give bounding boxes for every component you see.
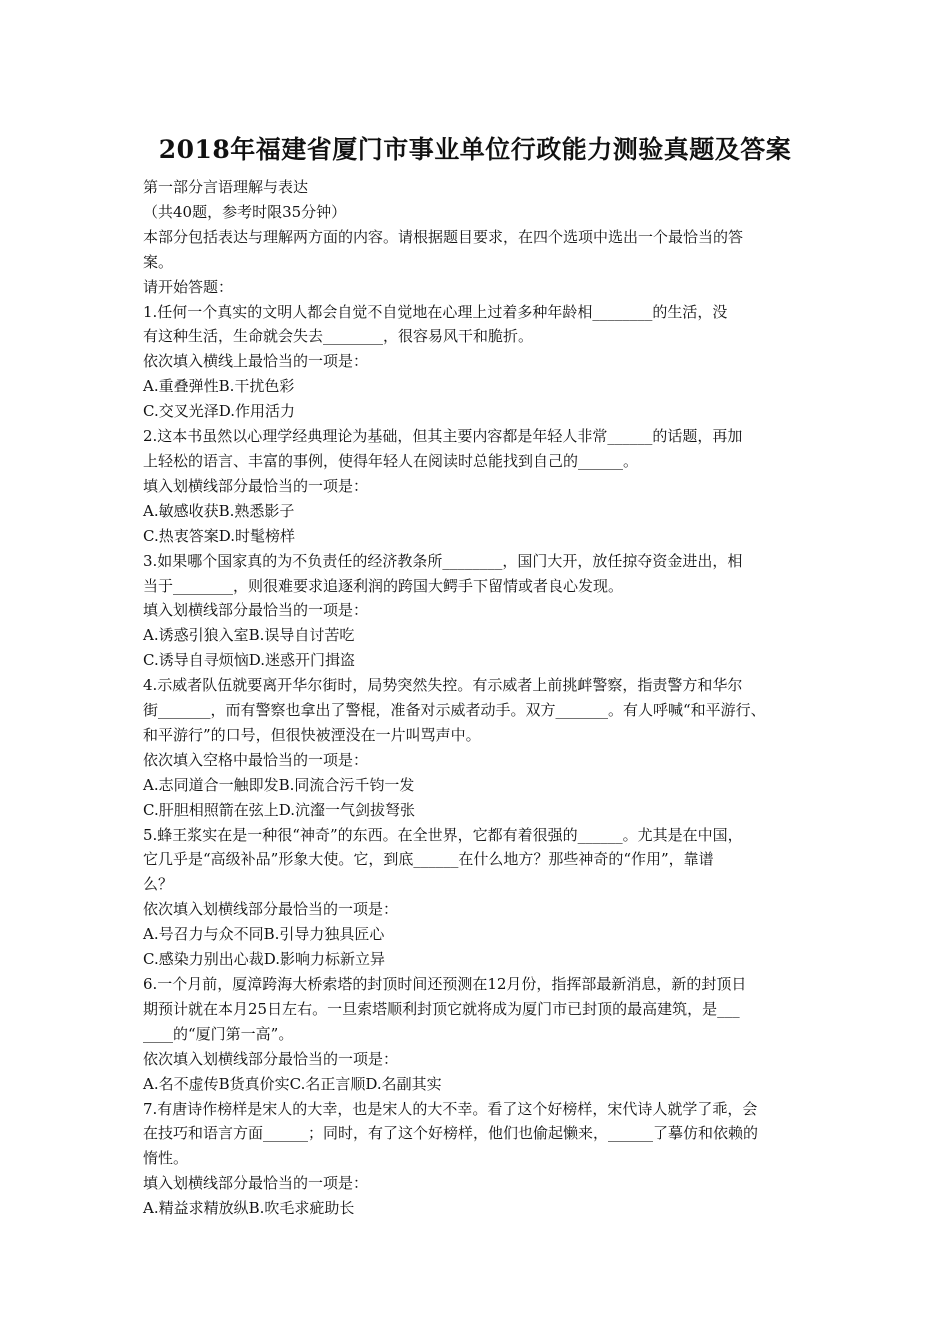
text-line: C.交叉光泽D.作用活力 [143,402,295,421]
text-line: 上轻松的语言、丰富的事例，使得年轻人在阅读时总能找到自己的______。 [143,451,639,470]
text-line: 1.任何一个真实的文明人都会自觉不自觉地在心理上过着多种年龄相________的生活，没 [143,302,728,321]
text-line: 请开始答题： [143,277,234,296]
text-line: A.精益求精放纵B.吹毛求疵助长 [143,1199,355,1218]
text-line: 填入划横线部分最恰当的一项是： [143,601,369,620]
text-line: 2.这本书虽然以心理学经典理论为基础，但其主要内容都是年轻人非常______的话题，再加 [143,427,743,446]
text-line: 有这种生活，生命就会失去________，很容易风干和脆折。 [143,327,534,346]
text-line: 案。 [143,252,174,271]
text-line: A.重叠弹性B.干扰色彩 [143,377,295,396]
text-line: 在技巧和语言方面______；同时，有了这个好榜样，他们也偷起懒来，______了摹仿和依赖的 [143,1124,759,1143]
text-line: C.诱导自寻烦恼D.迷惑开门揖盗 [143,651,355,670]
text-line: 填入划横线部分最恰当的一项是： [143,476,369,495]
text-line: A.号召力与众不同B.引导力独具匠心 [143,925,385,944]
text-line: 4.示威者队伍就要离开华尔街时，局势突然失控。有示威者上前挑衅警察，指责警方和华尔 [143,676,743,695]
text-line: A.敏感收获B.熟悉影子 [143,501,295,520]
document-title: 2018年福建省厦门市事业单位行政能力测验真题及答案 [158,135,792,164]
text-line: 么？ [143,875,174,894]
text-line: 依次填入划横线部分最恰当的一项是： [143,1049,399,1068]
text-line: 第一部分言语理解与表达 [143,178,309,196]
text-line: A.志同道合一触即发B.同流合污千钧一发 [143,775,415,794]
text-line: 依次填入横线上最恰当的一项是： [143,352,369,371]
text-line: 6.一个月前，厦漳跨海大桥索塔的封顶时间还预测在12月份，指挥部最新消息，新的封顶日 [143,975,747,993]
text-line: 当于________，则很难要求追逐利润的跨国大鳄手下留情或者良心发现。 [143,576,624,595]
text-line: C.热衷答案D.时髦榜样 [143,526,295,545]
text-line: 依次填入划横线部分最恰当的一项是： [143,900,399,919]
text-line: C.感染力别出心裁D.影响力标新立异 [143,950,385,969]
text-line: 填入划横线部分最恰当的一项是： [143,1174,369,1193]
text-line: 街_______，而有警察也拿出了警棍，准备对示威者动手。双方_______。有人呼喊“和平游行、 [143,701,766,720]
text-line: 依次填入空格中最恰当的一项是： [143,750,369,769]
text-line: 5.蜂王浆实在是一种很“神奇”的东西。在全世界，它都有着很强的______。尤其是在中国， [143,825,743,844]
text-line: 3.如果哪个国家真的为不负责任的经济教条所________，国门大开，放任掠夺资金进出，相 [143,551,743,570]
text-line: 它几乎是“高级补品”形象大使。它，到底______在什么地方？那些神奇的“作用”，靠谱 [143,850,714,869]
text-line: A.名不虚传B货真价实C.名正言顺D.名副其实 [143,1074,442,1093]
text-line: （共40题，参考时限35分钟） [143,202,347,221]
text-line: 和平游行”的口号，但很快被湮没在一片叫骂声中。 [143,725,481,744]
text-line: 惰性。 [143,1149,189,1168]
text-line: 7.有唐诗作榜样是宋人的大幸，也是宋人的大不幸。看了这个好榜样，宋代诗人就学了乖，会 [143,1099,758,1118]
text-line: C.肝胆相照箭在弦上D.沆瀣一气剑拔弩张 [143,800,415,819]
text-line: 期预计就在本月25日左右。一旦索塔顺利封顶它就将成为厦门市已封顶的最高建筑，是___ [143,999,740,1018]
document-body [143,175,808,1221]
text-line: ____的“厦门第一高”。 [143,1024,294,1043]
text-line: A.诱惑引狼入室B.误导自讨苦吃 [143,626,355,645]
text-line: 本部分包括表达与理解两方面的内容。请根据题目要求，在四个选项中选出一个最恰当的答 [143,227,744,246]
